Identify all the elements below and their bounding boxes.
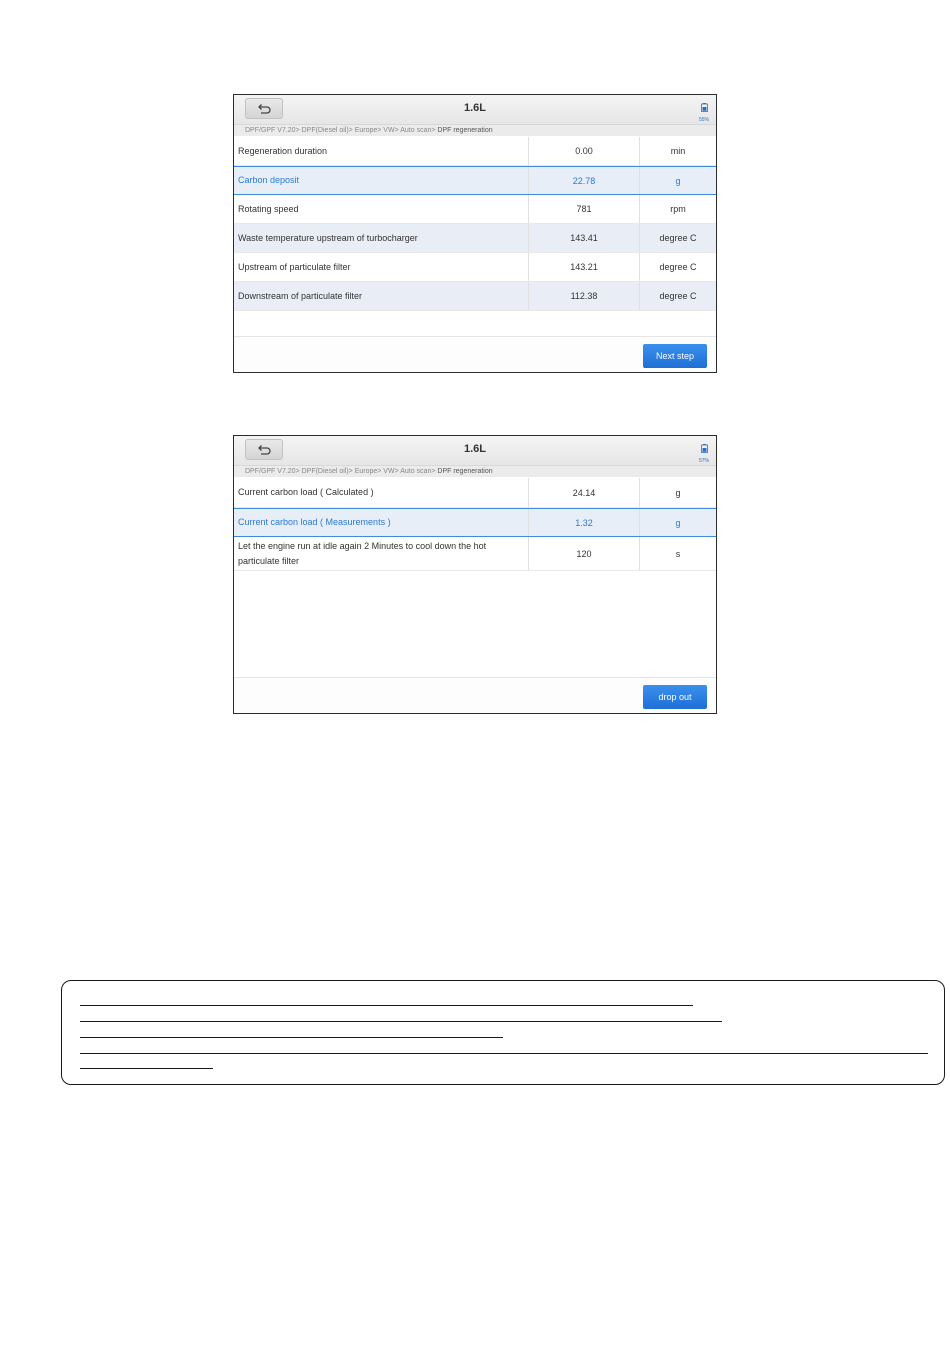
row-name: Regeneration duration bbox=[234, 137, 529, 165]
data-row[interactable] bbox=[234, 478, 716, 508]
row-value: 1.32 bbox=[529, 509, 640, 536]
battery-icon bbox=[701, 444, 708, 453]
row-value: 22.78 bbox=[529, 167, 640, 194]
row-value: 143.41 bbox=[529, 224, 640, 252]
drop-out-button[interactable]: drop out bbox=[643, 685, 707, 709]
page-title: 1.6L bbox=[463, 102, 486, 114]
row-unit: g bbox=[675, 517, 681, 528]
battery-indicator bbox=[697, 440, 711, 464]
battery-indicator bbox=[697, 99, 711, 123]
row-name: Current carbon load ( Calculated ) bbox=[234, 478, 529, 507]
footer-bar bbox=[234, 336, 716, 372]
note-line bbox=[80, 1005, 693, 1006]
row-unit: rpm bbox=[670, 204, 686, 214]
row-name: Current carbon load ( Measurements ) bbox=[234, 509, 529, 536]
footer-bar bbox=[234, 677, 716, 713]
data-stream-list bbox=[234, 478, 716, 571]
note-box bbox=[61, 980, 945, 1085]
breadcrumb bbox=[234, 125, 716, 136]
note-line bbox=[80, 1068, 213, 1069]
row-unit: min bbox=[670, 146, 686, 156]
data-row[interactable] bbox=[234, 537, 716, 571]
row-unit: degree C bbox=[659, 262, 697, 272]
data-row-selected[interactable] bbox=[234, 508, 716, 537]
breadcrumb-path[interactable]: DPF/GPF V7.20> DPF(Diesel oil)> Europe> VW> Auto scan> bbox=[245, 468, 438, 475]
battery-percent: 55% bbox=[698, 117, 709, 123]
row-value: 112.38 bbox=[529, 282, 640, 310]
breadcrumb-path[interactable]: DPF/GPF V7.20> DPF(Diesel oil)> Europe> VW> Auto scan> bbox=[245, 127, 438, 134]
row-name: Waste temperature upstream of turbocharger bbox=[234, 224, 529, 252]
row-name: Upstream of particulate filter bbox=[234, 253, 529, 281]
data-row[interactable] bbox=[234, 253, 716, 282]
data-row[interactable] bbox=[234, 137, 716, 166]
data-stream-list bbox=[234, 137, 716, 311]
data-row[interactable] bbox=[234, 195, 716, 224]
note-line bbox=[80, 1021, 722, 1022]
note-line bbox=[80, 1053, 928, 1054]
page-title: 1.6L bbox=[463, 443, 486, 455]
title-bar bbox=[234, 95, 716, 125]
data-row[interactable] bbox=[234, 224, 716, 253]
note-line bbox=[80, 1037, 503, 1038]
battery-percent: 57% bbox=[698, 458, 709, 464]
row-unit: s bbox=[675, 548, 681, 559]
breadcrumb bbox=[234, 466, 716, 477]
row-unit: degree C bbox=[659, 291, 697, 301]
row-value: 781 bbox=[529, 195, 640, 223]
breadcrumb-current: DPF regeneration bbox=[437, 468, 493, 475]
title-bar bbox=[234, 436, 716, 466]
row-unit: g bbox=[675, 487, 681, 498]
row-name: Let the engine run at idle again 2 Minutes to cool down the hot particulate filter bbox=[234, 537, 529, 570]
data-row[interactable] bbox=[234, 282, 716, 311]
data-row-selected[interactable] bbox=[234, 166, 716, 195]
row-value: 120 bbox=[529, 537, 640, 570]
breadcrumb-current: DPF regeneration bbox=[437, 127, 493, 134]
battery-icon bbox=[701, 103, 708, 112]
screen-dpf-regeneration-2 bbox=[233, 435, 717, 714]
row-value: 24.14 bbox=[529, 478, 640, 507]
next-step-button[interactable]: Next step bbox=[643, 344, 707, 368]
row-value: 0.00 bbox=[529, 137, 640, 165]
row-name: Rotating speed bbox=[234, 195, 529, 223]
row-unit: degree C bbox=[659, 233, 697, 243]
row-value: 143.21 bbox=[529, 253, 640, 281]
row-unit: g bbox=[675, 175, 681, 186]
row-name: Downstream of particulate filter bbox=[234, 282, 529, 310]
row-name: Carbon deposit bbox=[234, 167, 529, 194]
screen-dpf-regeneration-1 bbox=[233, 94, 717, 373]
